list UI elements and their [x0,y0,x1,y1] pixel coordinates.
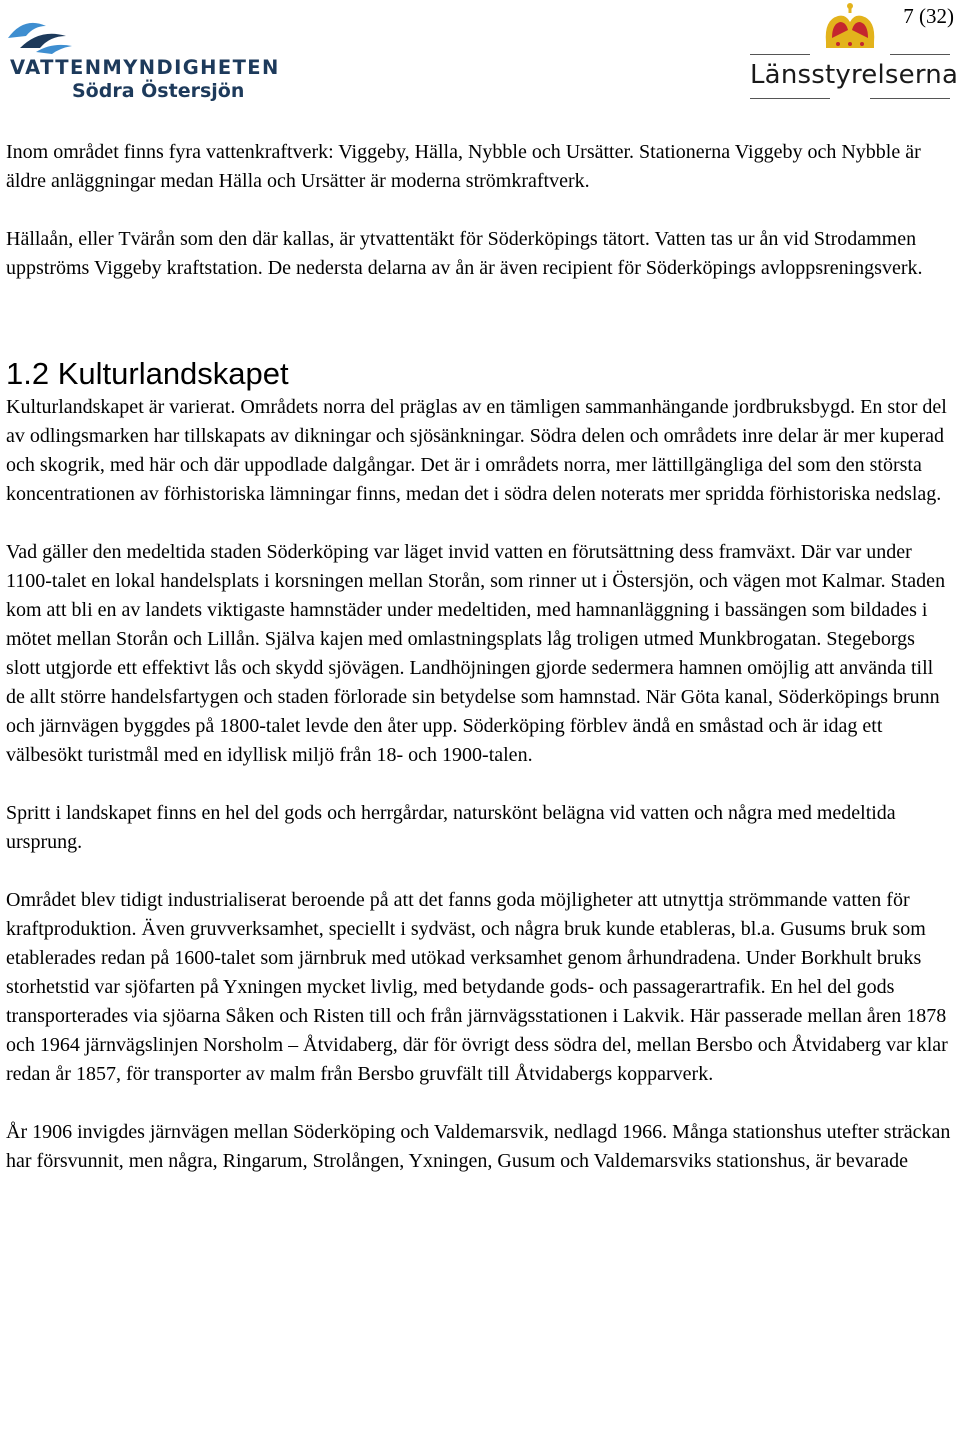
paragraph-medieval-town: Vad gäller den medeltida staden Söderköping var läget invid vatten en förutsättning dess framväxt. Där var under 1100-talet en lokal handelsplats i korsningen mellan Storån, som rinner ut i Östersjön, och vägen mot Kalmar. Staden kom att bli en av landets viktigaste hamnstäder under medeltiden, med hamnanläggning i bassängen som bildades i mötet mellan Storån och Lillån. Själva kajen med omlastningsplats låg troligen utmed Munkbrogatan. Stegeborgs slott utgjorde ett effektivt lås och skydd sjövägen. Landhöjningen gjorde sedermera hamnen omöjlig att använda till de allt större handelsfartygen och staden förlorade sin betydelse som hamnstad. När Göta kanal, Söderköpings brunn och järnvägen byggdes på 1800-talet levde den åter upp. Söderköping förblev ändå en småstad och är idag ett välbesökt turistmål med en idyllisk miljö från 18- och 1900-talen. [6,541,946,766]
logo-rule-right-bottom [870,98,950,99]
logo-rule-left-bottom [750,98,830,99]
lansstyrelserna-logo [750,2,960,102]
paragraph-spacer [6,857,954,886]
paragraph-manors: Spritt i landskapet finns en hel del gods och herrgårdar, naturskönt belägna vid vatten och några med medeltida ursprung. [6,802,896,853]
document-body [6,138,954,1176]
org-name-lansstyrelserna: Länsstyrelserna [750,60,959,90]
paragraph-railway: År 1906 invigdes järnvägen mellan Söderköping och Valdemarsvik, nedlagd 1966. Många stationshus utefter sträckan har försvunnit, men några, Ringarum, Strolången, Yxningen, Gusum och Valdemarsviks stationshus, är bevarade [6,1121,951,1172]
paragraph-spacer [6,770,954,799]
paragraph-industry: Området blev tidigt industrialiserat beroende på att det fanns goda möjligheter att utnyttja strömmande vatten för kraftproduktion. Även gruvverksamhet, speciellt i sydväst, och några bruk kunde etableras, bl.a. Gusums bruk som etablerades redan på 1600-talet som järnbruk med utökad verksamhet genom århundradena. Under Borkhult bruks storhetstid var sjöfarten på Yxningen mycket livlig, med betydande gods- och passagerartrafik. En hel del gods transporterades via sjöarna Såken och Risten till och från järnvägsstationen i Lakvik. Här passerade mellan åren 1878 och 1964 järnvägslinjen Norsholm – Åtvidaberg, där för övrigt dess södra del, mellan Bersbo och Åtvidaberg var klar redan år 1857, för transporter av malm från Bersbo gruvfält till Åtvidabergs kopparverk. [6,889,948,1085]
page-header [0,0,960,110]
paragraph-landscape: Kulturlandskapet är varierat. Områdets norra del präglas av en tämligen sammanhängande jordbruksbygd. En stor del av odlingsmarken har tillskapats av dikningar och sjösänkningar. Södra delen och områdets inre delar är mer kuperad och skogrik, med här och där uppodlade dalgångar. Det är i områdets norra, mer lättillgängliga del som den största koncentrationen av förhistoriska lämningar finns, medan det i södra delen noterats mer spridda förhistoriska nedslag. [6,396,947,505]
water-wave-logo-icon [6,12,76,56]
page-number: 7 (32) [903,4,954,28]
paragraph-spacer [6,1089,954,1118]
paragraph-spacer [6,196,954,225]
org-name-primary: VATTENMYNDIGHETEN [10,56,280,79]
paragraph-spacer [6,509,954,538]
section-spacer [6,283,954,355]
logo-rule-left-top [750,54,810,55]
logo-rule-right-top [890,54,950,55]
paragraph-power-plants: Inom området finns fyra vattenkraftverk: Viggeby, Hälla, Nybble och Ursätter. Stationerna Viggeby och Nybble är äldre anläggningar medan Hälla och Ursätter är moderna strömkraftverk. [6,141,921,192]
crown-icon [820,2,880,54]
org-name-secondary: Södra Östersjön [72,80,245,102]
vattenmyndigheten-logo [6,12,296,102]
section-heading: 1.2 Kulturlandskapet [6,356,289,391]
paragraph-water-source: Hällaån, eller Tvärån som den där kallas, är ytvattentäkt för Söderköpings tätort. Vatten tas ur ån vid Strodammen uppströms Viggeby kraftstation. De nedersta delarna av ån är även recipient för Söderköpings avloppsreningsverk. [6,228,923,279]
